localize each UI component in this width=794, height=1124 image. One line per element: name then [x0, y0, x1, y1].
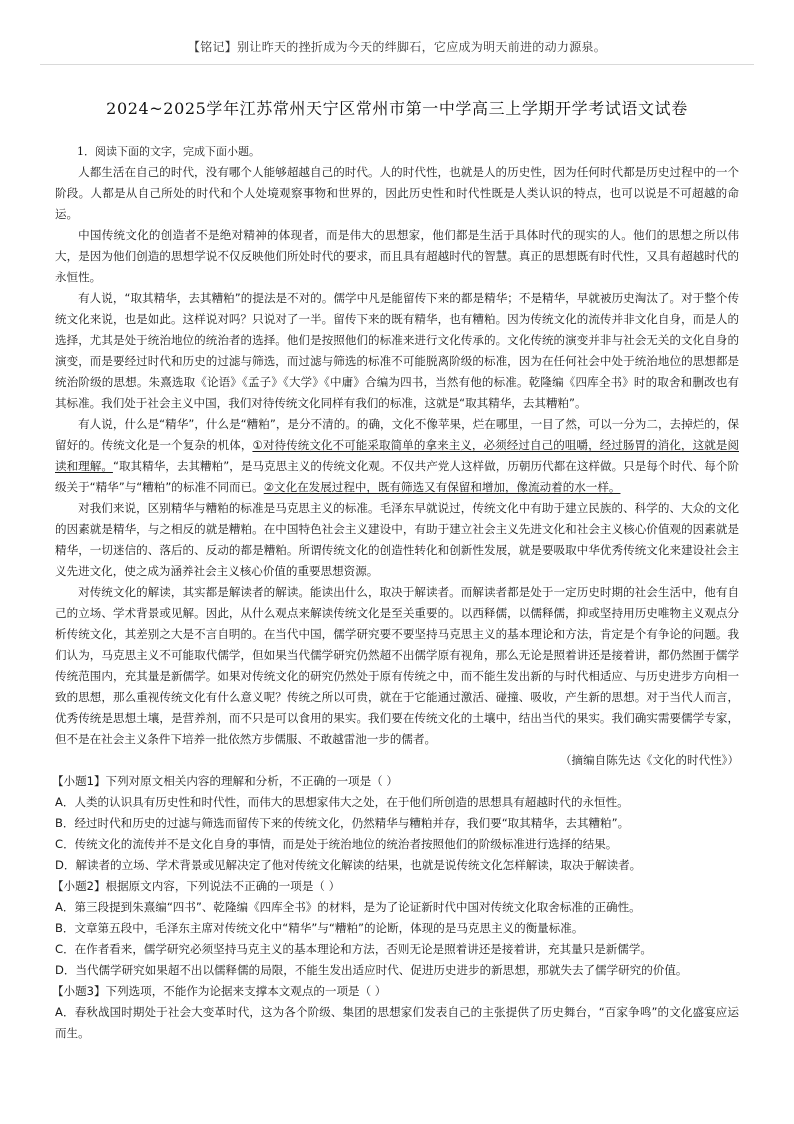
paragraph-1: 人都生活在自己的时代，没有哪个人能够超越自己的时代。人的时代性，也就是人的历史性，因为任何时代都是历史过程中的一个阶段。人都是从自己所处的时代和个人处境观察事物和世界的，因此历史性和时代性既是人类认识的特点，也可以说是不可超越的命运。 [55, 165, 739, 221]
question-1-option-c: C．传统文化的流传并不是文化自身的事情，而是处于统治地位的统治者按照他们的阶级标准进行选择的结果。 [55, 837, 618, 851]
question-2-option-a: A．第三段提到朱熹编“四书”、乾隆编《四库全书》的材料，是为了论证新时代中国对传统文化取舍标准的正确性。 [55, 900, 641, 914]
header-divider [40, 64, 754, 65]
paragraph-3: 有人说，“取其精华，去其糟粕”的提法是不对的。儒学中凡是能留传下来的都是精华；不是精华，早就被历史淘汰了。对于整个传统文化来说，也是如此。这样说对吗？只说对了一半。留传下来的既有精华，也有糟粕。因为传统文化的流传并非文化自身，而是人的选择，尤其是处于统治地位的统治者的选择。他们是按照他们的标准来进行文化传承的。文化传统的演变并非与社会无关的文化自身的演变，而是要经过时代和历史的过滤与筛选，而过滤与筛选的标准不可能脱离阶级的标准，因为在任何社会中处于统治地位的思想都是统治阶级的思想。朱熹选取《论语》《孟子》《大学》《中庸》合编为四书，当然有他的标准。乾隆编《四库全书》时的取舍和删改也有其标准。我们处于社会主义中国，我们对待传统文化同样有我们的标准，这就是“取其精华，去其糟粕”。 [55, 291, 739, 410]
paragraph-2: 中国传统文化的创造者不是绝对精神的体现者，而是伟大的思想家，他们都是生活于具体时代的现实的人。他们的思想之所以伟大，是因为他们创造的思想学说不仅反映他们所处时代的要求，而且具有超越时代的智慧。真正的思想既有时代性，又具有超越时代的永恒性。 [55, 228, 739, 284]
paragraph-4 [55, 414, 739, 498]
question-intro: 1．阅读下面的文字，完成下面小题。 [77, 145, 260, 158]
underlined-sentence-2: ②文化在发展过程中，既有筛选又有保留和增加，像流动着的水一样。 [263, 480, 621, 494]
question-1-stem: 【小题1】下列对原文相关内容的理解和分析，不正确的一项是（ ） [52, 774, 398, 788]
question-1-option-d: D．解读者的立场、学术背景或见解决定了他对传统文化解读的结果，也就是说传统文化怎样解读，取决于解读者。 [55, 858, 642, 872]
question-2-stem: 【小题2】根据原文内容，下列说法不正确的一项是（ ） [52, 879, 341, 893]
question-3-stem: 【小题3】下列选项，不能作为论据来支撑本文观点的一项是（ ） [52, 984, 387, 998]
paragraph-5: 对我们来说，区别精华与糟粕的标准是马克思主义的标准。毛泽东早就说过，传统文化中有助于建立民族的、科学的、大众的文化的因素就是精华，与之相反的就是糟粕。在中国特色社会主义建设中，有助于建立社会主义先进文化和社会主义核心价值观的因素就是精华，一切迷信的、落后的、反动的都是糟粕。所谓传统文化的创造性转化和创新性发展，就是要吸取中华优秀传统文化来建设社会主义先进文化，使之成为涵养社会主义核心价值的重要思想资源。 [55, 501, 739, 578]
exam-title: 2024~2025学年江苏常州天宁区常州市第一中学高三上学期开学考试语文试卷 [106, 99, 688, 118]
question-3-option-a: A．春秋战国时期处于社会大变革时代，这为各个阶级、集团的思想家们发表自己的主张提供了历史舞台，“百家争鸣”的文化盛宴应运而生。 [55, 1005, 739, 1040]
paragraph-4-text-a: 有人说，什么是“精华”，什么是“糟粕”，是分不清的。的确，文化不像苹果，烂在哪里，一目了然，可以一分为二，去掉烂的，保留好的。传统文化是一个复杂的机体， [55, 417, 739, 452]
question-1-option-a: A．人类的认识具有历史性和时代性，而伟大的思想家伟大之处，在于他们所创造的思想具有超越时代的永恒性。 [55, 795, 629, 809]
motto-banner: 【铭记】别让昨天的挫折成为今天的绊脚石，它应成为明天前进的动力源泉。 [187, 40, 607, 54]
question-2-option-d: D．当代儒学研究如果超不出以儒释儒的局限，不能生发出适应时代、促进历史进步的新思想，那就失去了儒学研究的价值。 [55, 963, 688, 977]
underlined-sentence-1: ①对待传统文化不可能采取简单的拿来主义，必须经过自己的咀嚼，经过肠胃的消化，这就是阅读和理解。 [55, 438, 739, 473]
question-2-option-b: B．文章第五段中，毛泽东主席对传统文化中“精华”与“糟粕”的论断，体现的是马克思主义的衡量标准。 [55, 921, 584, 935]
paragraph-6: 对传统文化的解读，其实都是解读者的解读。能读出什么，取决于解读者。而解读者都是处于一定历史时期的社会生活中，他有自己的立场、学术背景或见解。因此，从什么观点来解读传统文化是至关重要的。以西释儒，以儒释儒，抑或坚持用历史唯物主义观点分析传统文化，其差别之大是不言自明的。在当代中国，儒学研究要不要坚持马克思主义的基本理论和方法，肯定是个有争论的问题。我们认为，马克思主义不可能取代儒学，但如果当代儒学研究仍然超不出儒学原有视角，那么无论是照着讲还是接着讲，都仍然囿于儒学传统范围内，充其量是新儒学。如果对传统文化的研究仍然处于原有传统之中，而不能生发出新的与时代相适应、与历史进步方向相一致的思想，那么重视传统文化有什么意义呢？传统之所以可贵，就在于它能通过激活、碰撞、吸收，产生新的思想。对于当代人而言，优秀传统是思想土壤，是营养剂，而不只是可以食用的果实。我们要在传统文化的土壤中，结出当代的果实。我们确实需要儒学专家，但不是在社会主义条件下培养一批依然方步儒服、不敢越雷池一步的儒者。 [55, 585, 739, 746]
source-citation: （摘编自陈先达《文化的时代性》） [560, 753, 739, 767]
paragraph-4-text-b: “取其精华，去其糟粕”，是马克思主义的传统文化观。不仅共产党人这样做，历朝历代都在这样做。只是每个时代、每个阶级关于“精华”与“糟粕”的标准不同而已。 [55, 459, 740, 494]
exam-body [52, 141, 740, 1044]
question-1-option-b: B．经过时代和历史的过滤与筛选而留传下来的传统文化，仍然精华与糟粕并存，我们要“取其精华，去其糟粕”。 [55, 816, 630, 830]
question-2-option-c: C．在作者看来，儒学研究必须坚持马克主义的基本理论和方法，否则无论是照着讲还是接着讲，充其量只是新儒学。 [55, 942, 652, 956]
